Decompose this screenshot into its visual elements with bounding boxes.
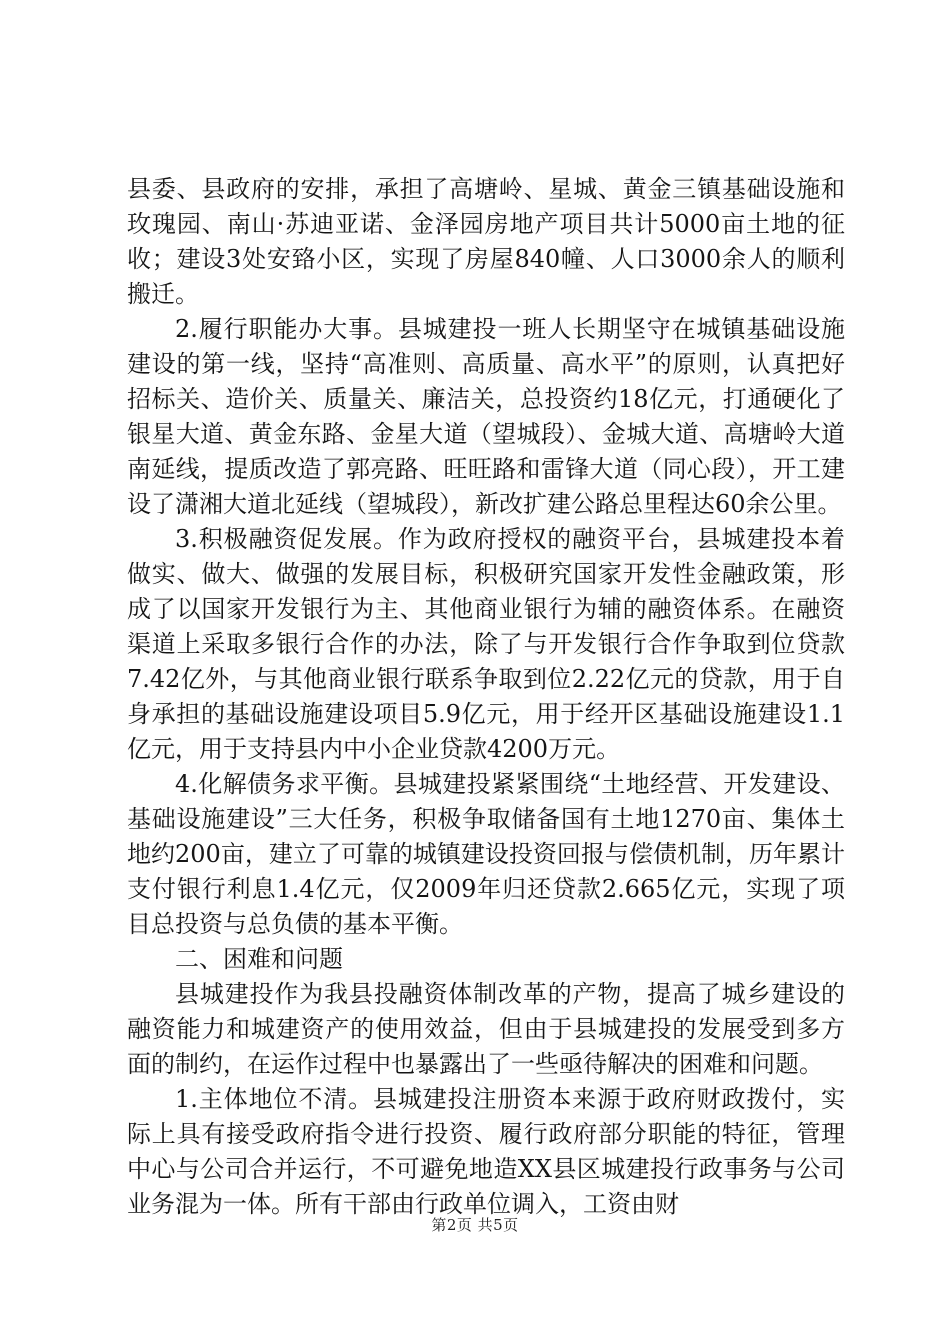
section-heading-difficulties: 二、困难和问题	[175, 945, 343, 973]
paragraph-continuation: 县委、县政府的安排，承担了高塘岭、星城、黄金三镇基础设施和玫瑰园、南山·苏迪亚诺、金泽园房地产项目共计5000亩土地的征收；建设3处安臵小区，实现了房屋840幢、人口3000余人的顺利搬迁。	[127, 175, 845, 308]
paragraph-item-3: 3.积极融资促发展。作为政府授权的融资平台，县城建投本着做实、做大、做强的发展目标，积极研究国家开发性金融政策，形成了以国家开发银行为主、其他商业银行为辅的融资体系。在融资渠道上采取多银行合作的办法，除了与开发银行合作争取到位贷款7.42亿外，与其他商业银行联系争取到位2.22亿元的贷款，用于自身承担的基础设施建设项目5.9亿元，用于经开区基础设施建设1.1亿元，用于支持县内中小企业贷款4200万元。	[127, 525, 845, 763]
paragraph-difficulty-1: 1.主体地位不清。县城建投注册资本来源于政府财政拨付，实际上具有接受政府指令进行投资、履行政府部分职能的特征，管理中心与公司合并运行，不可避免地造XX县区城建投行政事务与公司业务混为一体。所有干部由行政单位调入，工资由财	[127, 1085, 845, 1218]
paragraph-item-2: 2.履行职能办大事。县城建投一班人长期坚守在城镇基础设施建设的第一线，坚持“高准则、高质量、高水平”的原则，认真把好招标关、造价关、质量关、廉洁关，总投资约18亿元，打通硬化了银星大道、黄金东路、金星大道（望城段）、金城大道、高塘岭大道南延线，提质改造了郭亮路、旺旺路和雷锋大道（同心段），开工建设了潇湘大道北延线（望城段），新改扩建公路总里程达60余公里。	[127, 315, 845, 518]
paragraph-item-4: 4.化解债务求平衡。县城建投紧紧围绕“土地经营、开发建设、基础设施建设”三大任务，积极争取储备国有土地1270亩、集体土地约200亩，建立了可靠的城镇建设投资回报与偿债机制，历年累计支付银行利息1.4亿元，仅2009年归还贷款2.665亿元，实现了项目总投资与总负债的基本平衡。	[127, 770, 845, 938]
page-number-footer: 第2页 共5页	[431, 1216, 519, 1234]
paragraph-difficulties-intro: 县城建投作为我县投融资体制改革的产物，提高了城乡建设的融资能力和城建资产的使用效益，但由于县城建投的发展受到多方面的制约，在运作过程中也暴露出了一些亟待解决的困难和问题。	[127, 980, 845, 1078]
document-body	[127, 172, 845, 1222]
